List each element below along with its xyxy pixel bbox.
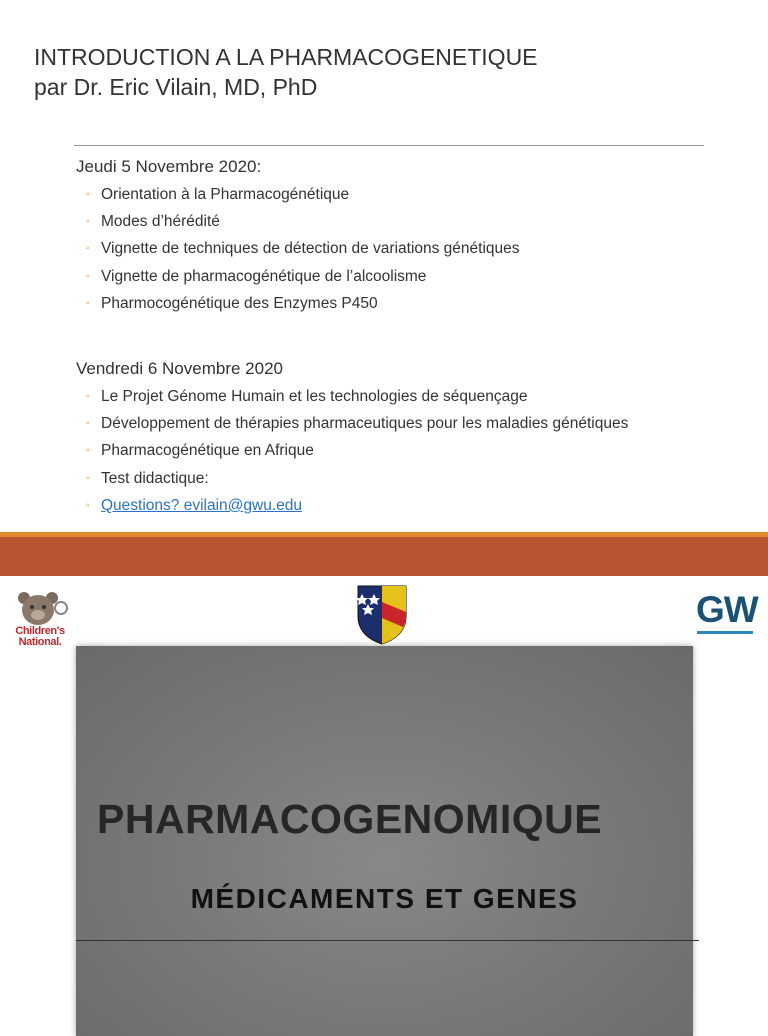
bullet-icon: ◦ (86, 270, 90, 282)
day2-heading: Vendredi 6 Novembre 2020 (76, 359, 283, 378)
gw-underline (697, 631, 753, 634)
day2-section (76, 357, 628, 519)
bullet-icon: ◦ (86, 216, 90, 228)
cover-divider (76, 940, 699, 941)
list-item: ◦ Le Projet Génome Humain et les technologies de séquençage (76, 383, 628, 410)
slide-title-line1: INTRODUCTION A LA PHARMACOGENETIQUE (34, 44, 538, 70)
day2-list (76, 383, 628, 519)
teddy-bear-icon (8, 588, 72, 628)
list-item: ◦ Orientation à la Pharmacogénétique (76, 181, 520, 208)
list-item: ◦ Test didactique: (76, 465, 628, 492)
bullet-icon: ◦ (86, 297, 90, 309)
gw-logo (696, 589, 758, 634)
slide-separator-band (0, 537, 768, 576)
gw-wordmark: GW (696, 589, 758, 630)
list-item (76, 492, 628, 519)
questions-email-link[interactable]: Questions? evilain@gwu.edu (101, 496, 302, 514)
childrens-national-wordmark: Children's National. (15, 625, 65, 648)
list-item: ◦ Pharmacogénétique en Afrique (76, 437, 628, 464)
bullet-icon: ◦ (86, 243, 90, 255)
crest-shield-icon (350, 582, 414, 648)
cover-subtitle: MÉDICAMENTS ET GENES (190, 883, 579, 914)
day1-list (76, 181, 520, 317)
title-divider (74, 145, 704, 146)
day1-section (76, 155, 520, 317)
list-item: ◦ Vignette de techniques de détection de variations génétiques (76, 235, 520, 262)
bullet-icon: ◦ (86, 189, 90, 200)
cover-panel (76, 646, 693, 1036)
bullet-icon: ◦ (86, 499, 90, 511)
slide-title-line2: par Dr. Eric Vilain, MD, PhD (34, 74, 318, 100)
university-crest-logo (350, 582, 414, 648)
day1-heading: Jeudi 5 Novembre 2020: (76, 157, 262, 176)
list-item: ◦ Vignette de pharmacogénétique de l’alcoolisme (76, 263, 520, 290)
bullet-icon: ◦ (86, 391, 90, 402)
bullet-icon: ◦ (86, 445, 90, 457)
childrens-national-logo (8, 588, 72, 652)
slide-title (34, 42, 538, 102)
slide-cover (0, 576, 768, 1024)
bullet-icon: ◦ (86, 418, 90, 430)
list-item: ◦ Modes d’hérédité (76, 208, 520, 235)
list-item: ◦ Pharmocogénétique des Enzymes P450 (76, 290, 520, 317)
list-item: ◦ Développement de thérapies pharmaceutiques pour les maladies génétiques (76, 410, 628, 437)
cover-title: PHARMACOGENOMIQUE (97, 796, 603, 842)
bullet-icon: ◦ (86, 472, 90, 484)
